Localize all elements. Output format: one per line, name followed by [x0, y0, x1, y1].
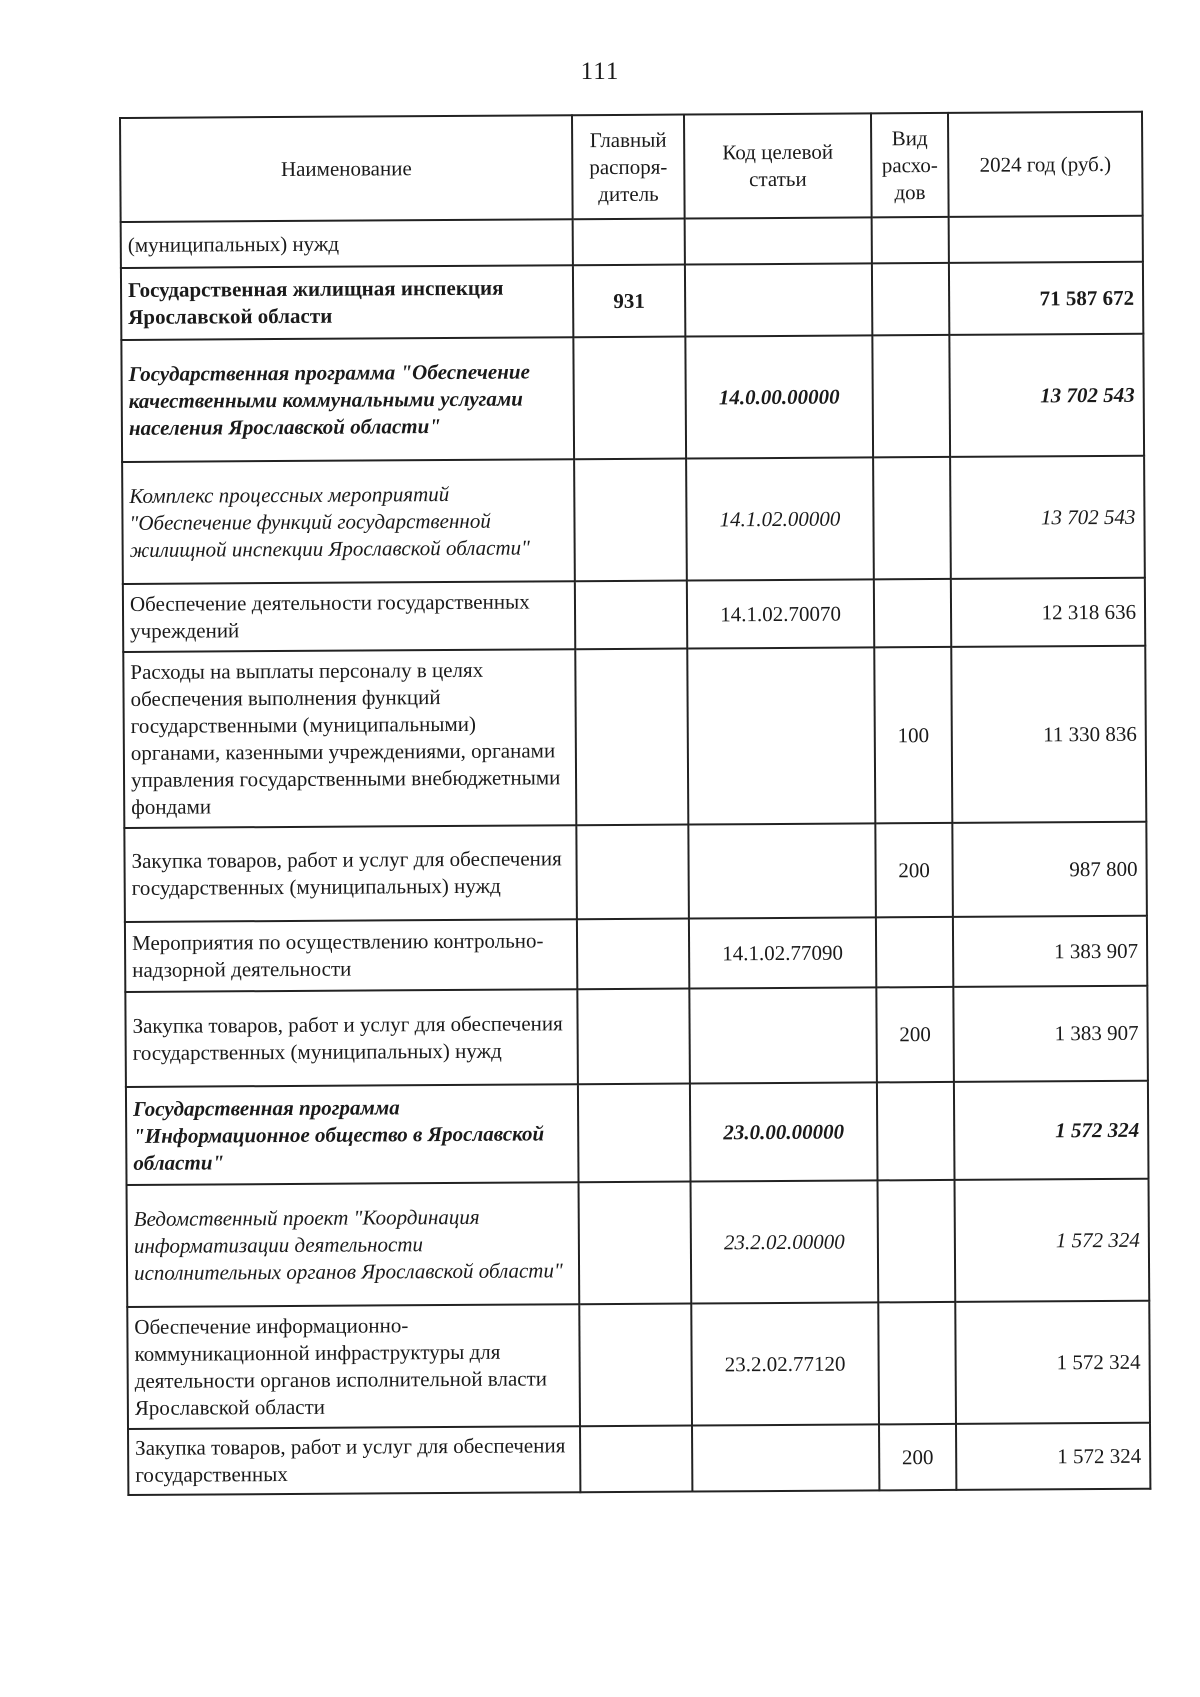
- budget-table: [119, 111, 1151, 1496]
- cell-code: 23.2.02.77120: [691, 1302, 879, 1425]
- header-type: Вид расхо-дов: [871, 113, 949, 217]
- cell-admin: [573, 219, 685, 266]
- cell-amount: 1 572 324: [955, 1179, 1150, 1302]
- cell-admin: [573, 337, 686, 460]
- cell-code: 14.1.02.70070: [687, 579, 874, 648]
- header-code: Код целевой статьи: [684, 113, 872, 218]
- cell-amount: 1 572 324: [954, 1081, 1149, 1180]
- cell-type: 200: [876, 987, 954, 1082]
- cell-type: [873, 457, 951, 579]
- cell-amount: 1 383 907: [953, 986, 1148, 1082]
- cell-code: 14.1.02.00000: [686, 457, 874, 580]
- cell-admin: [577, 989, 690, 1085]
- cell-admin: 931: [573, 265, 685, 338]
- cell-amount: 12 318 636: [951, 578, 1145, 647]
- cell-admin: [576, 825, 689, 920]
- cell-code: [692, 1424, 879, 1491]
- cell-name: Государственная программа "Обеспечение качественными коммунальными услугами населения Ярославской области": [121, 337, 574, 462]
- cell-admin: [579, 1304, 692, 1427]
- table-row: [121, 216, 1143, 268]
- header-amount: 2024 год (руб.): [948, 112, 1143, 217]
- header-admin: Главный распоря-дитель: [572, 115, 685, 220]
- cell-amount: [949, 216, 1143, 263]
- cell-name: Расходы на выплаты персоналу в целях обеспечения выполнения функций государственными (муниципальными) органами, казенными учреждениями, органами управления государственными внебюджетными фондами: [123, 649, 576, 828]
- table-row: [121, 334, 1144, 462]
- cell-amount: 13 702 543: [949, 334, 1144, 457]
- cell-name: Закупка товаров, работ и услуг для обеспечения государственных: [128, 1426, 580, 1495]
- cell-code: [685, 263, 872, 336]
- cell-amount: 13 702 543: [950, 456, 1145, 579]
- cell-amount: 987 800: [952, 822, 1147, 917]
- cell-name: Закупка товаров, работ и услуг для обеспечения государственных (муниципальных) нужд: [124, 825, 577, 922]
- cell-admin: [575, 649, 688, 826]
- cell-type: [876, 917, 953, 987]
- page-number: 111: [580, 58, 620, 85]
- cell-type: 200: [879, 1424, 956, 1490]
- cell-name: Закупка товаров, работ и услуг для обеспечения государственных (муниципальных) нужд: [125, 989, 578, 1087]
- cell-name: Мероприятия по осуществлению контрольно-надзорной деятельности: [125, 919, 577, 992]
- table-row: [122, 456, 1145, 584]
- table-row: [127, 1301, 1150, 1429]
- cell-amount: 1 572 324: [956, 1423, 1150, 1490]
- table-row: [126, 1081, 1149, 1185]
- header-name: Наименование: [120, 115, 573, 222]
- cell-amount: 1 572 324: [955, 1301, 1150, 1424]
- cell-name: Ведомственный проект "Координация информатизации деятельности исполнительных органов Ярославской области": [127, 1182, 580, 1307]
- table-row: [125, 916, 1147, 992]
- cell-type: 200: [875, 823, 953, 917]
- cell-code: [685, 217, 872, 264]
- cell-amount: 71 587 672: [949, 262, 1143, 335]
- cell-code: [689, 987, 877, 1083]
- cell-type: [874, 579, 951, 647]
- cell-admin: [578, 1084, 691, 1183]
- cell-admin: [577, 919, 689, 990]
- cell-type: 100: [874, 647, 952, 823]
- cell-type: [872, 335, 950, 457]
- table-row: [125, 986, 1148, 1087]
- cell-code: [688, 823, 876, 918]
- table-row: [123, 578, 1145, 652]
- table-row: [124, 822, 1147, 922]
- cell-type: [872, 263, 949, 335]
- table-row: [128, 1423, 1150, 1495]
- cell-name: (муниципальных) нужд: [121, 219, 573, 268]
- cell-name: Государственная жилищная инспекция Ярославской области: [121, 265, 573, 340]
- cell-type: [877, 1082, 955, 1180]
- cell-code: [687, 647, 875, 824]
- table-body: [121, 216, 1151, 1495]
- cell-name: Обеспечение деятельности государственных учреждений: [123, 581, 575, 652]
- table-row: [127, 1179, 1150, 1307]
- table-row: [121, 262, 1143, 340]
- cell-amount: 11 330 836: [951, 646, 1146, 823]
- cell-amount: 1 383 907: [953, 916, 1147, 987]
- cell-name: Комплекс процессных мероприятий "Обеспечение функций государственной жилищной инспекции Ярославской области": [122, 459, 575, 584]
- cell-type: [878, 1302, 956, 1424]
- cell-code: 14.0.00.00000: [685, 335, 873, 458]
- cell-code: 23.2.02.00000: [691, 1180, 879, 1303]
- cell-name: Обеспечение информационно-коммуникационной инфраструктуры для деятельности органов исполнительной власти Ярославской области: [127, 1304, 580, 1429]
- cell-type: [878, 1180, 956, 1302]
- cell-code: 14.1.02.77090: [689, 917, 876, 988]
- cell-admin: [575, 581, 687, 650]
- table-header-row: [120, 112, 1143, 222]
- cell-type: [872, 217, 949, 263]
- cell-admin: [579, 1182, 692, 1305]
- cell-code: 23.0.00.00000: [690, 1082, 878, 1181]
- cell-admin: [580, 1426, 692, 1493]
- table-row: [123, 646, 1146, 828]
- cell-name: Государственная программа "Информационное общество в Ярославской области": [126, 1084, 579, 1185]
- cell-admin: [574, 459, 687, 582]
